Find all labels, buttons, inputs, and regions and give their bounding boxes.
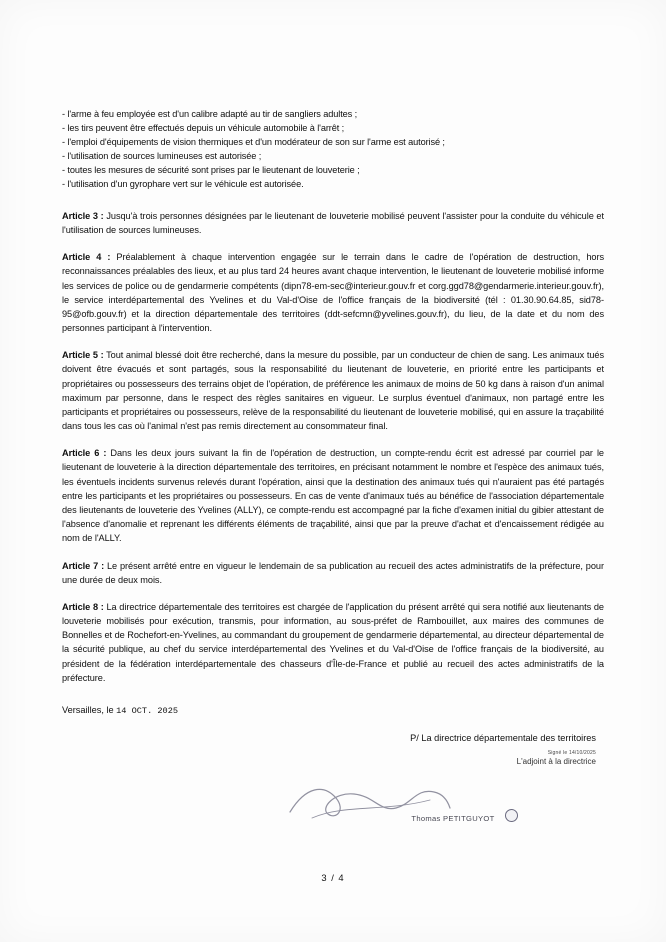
article-label: Article 8 : bbox=[62, 601, 104, 612]
article-text: Préalablement à chaque intervention engagée sur le terrain dans le cadre de l'opération de destruction, hors reconnaissances préalables des lieux, et au plus tard 24 heures avant chaque intervention, le lieutenant de louveterie mobilisé informe les services de police ou de gendarmerie compétents (dipn78-em-sec@interieur.gouv.fr et corg.ggd78@gendarmerie.interieur.gouv.fr), le service interdépartemental des Yvelines et du Val-d'Oise de l'office français de la biodiversité (tél : 01.30.90.64.85, sid78-95@ofb.gouv.fr) et la direction départementale des territoires (ddt-sefcmn@yvelines.gouv.fr), du lieu, de la date et du nom des personnes participant à l'intervention. bbox=[62, 252, 604, 334]
article-4 bbox=[62, 250, 604, 335]
article-6 bbox=[62, 446, 604, 545]
date-stamp: 14 OCT. 2025 bbox=[116, 705, 179, 716]
handwritten-signature-icon bbox=[284, 778, 454, 824]
signature-role: L'adjoint à la directrice bbox=[516, 756, 596, 766]
article-8 bbox=[62, 600, 604, 685]
article-7 bbox=[62, 559, 604, 587]
article-label: Article 6 : bbox=[62, 448, 107, 459]
article-text: La directrice départementale des territoires est chargée de l'application du présent arrêté qui sera notifié aux lieutenants de louveterie mobilisés pour exécution, transmis, pour information, au sous-préfet de Rambouillet, aux maires des communes de Bonnelles et de Rochefort-en-Yvelines, au commandant du groupement de gendarmerie départemental, au directeur départemental de la sécurité publique, au chef du service interdépartemental des Yvelines et du Val-d'Oise de l'office français de la biodiversité, au président de la fédération interdépartementale des chasseurs d'Île-de-France et publié au recueil des actes administratifs de la préfecture. bbox=[62, 601, 604, 683]
article-3 bbox=[62, 209, 604, 237]
signature-delegation: P/ La directrice départementale des territoires bbox=[410, 732, 596, 743]
list-item: - l'arme à feu employée est d'un calibre adapté au tir de sangliers adultes ; bbox=[62, 109, 358, 119]
list-item: - l'utilisation de sources lumineuses est autorisée ; bbox=[62, 150, 262, 161]
seal-icon bbox=[505, 809, 518, 822]
signature-name: Thomas PETITGUYOT bbox=[411, 813, 495, 823]
article-5 bbox=[62, 348, 604, 433]
article-label: Article 3 : bbox=[62, 210, 104, 221]
article-text: Le présent arrêté entre en vigueur le lendemain de sa publication au recueil des actes administratifs de la préfecture, pour une durée de deux mois. bbox=[62, 560, 604, 585]
signature-block bbox=[62, 733, 604, 766]
article-text: Jusqu'à trois personnes désignées par le lieutenant de louveterie mobilisé peuvent l'assister pour la conduite du véhicule et l'utilisation de sources lumineuses. bbox=[62, 210, 604, 236]
document-body bbox=[62, 108, 604, 842]
article-label: Article 5 : bbox=[62, 350, 104, 361]
list-item: - l'utilisation d'un gyrophare vert sur le véhicule est autorisée. bbox=[62, 178, 304, 189]
conditions-list bbox=[62, 108, 604, 192]
article-label: Article 4 : bbox=[62, 252, 111, 263]
place-and-date bbox=[62, 705, 604, 716]
article-label: Article 7 : bbox=[62, 560, 105, 571]
list-item: - toutes les mesures de sécurité sont prises par le lieutenant de louveterie ; bbox=[62, 164, 360, 175]
place-label: Versailles, le bbox=[62, 704, 114, 715]
signature-meta: Signé le 14/10/2025 bbox=[547, 749, 596, 756]
page-number: 3 / 4 bbox=[321, 872, 345, 883]
list-item: - l'emploi d'équipements de vision thermiques et d'un modérateur de son sur l'arme est autorisé ; bbox=[62, 136, 445, 147]
signature-name-area bbox=[62, 808, 604, 842]
list-item: - les tirs peuvent être effectués depuis un véhicule automobile à l'arrêt ; bbox=[62, 122, 345, 133]
article-text: Dans les deux jours suivant la fin de l'opération de destruction, un compte-rendu écrit est adressé par courriel par le lieutenant de louveterie à la direction départementale des territoires, en précisant notamment le nombre et l'espèce des animaux tués, les éventuels incidents survenus relevés durant l'opération, ainsi que la destination des animaux tués qui n'auraient pas été partagés entre les participants et les propriétaires ou possesseurs. En cas de vente d'animaux tués au bénéfice de l'association départementale des lieutenants de louveterie des Yvelines (ALLY), ce compte-rendu est accompagné par la fiche d'examen initial du gibier attestant de l'absence d'anomalie et reprenant les différents éléments de traçabilité, ainsi que par la preuve d'achat et d'encaissement rédigée au nom de l'ALLY. bbox=[62, 448, 604, 544]
article-text: Tout animal blessé doit être recherché, dans la mesure du possible, par un conducteur de chien de sang. Les animaux tués doivent être évacués et sont partagés, sous la responsabilité du lieutenant de louveterie, en priorité entre les participants et propriétaires ou possesseurs des terrains objet de l'opération, de préférence les animaux de moins de 50 kg dans à raison d'un animal maximum par personne, dans le respect des règles sanitaires en vigueur. Le surplus éventuel d'animaux, non partagé entre les participants et propriétaires ou possesseurs, relève de la responsabilité du lieutenant de louveterie mobilisé, qui en assure la traçabilité dans tous les cas où l'animal n'est pas remis directement au consommateur final. bbox=[62, 350, 604, 432]
